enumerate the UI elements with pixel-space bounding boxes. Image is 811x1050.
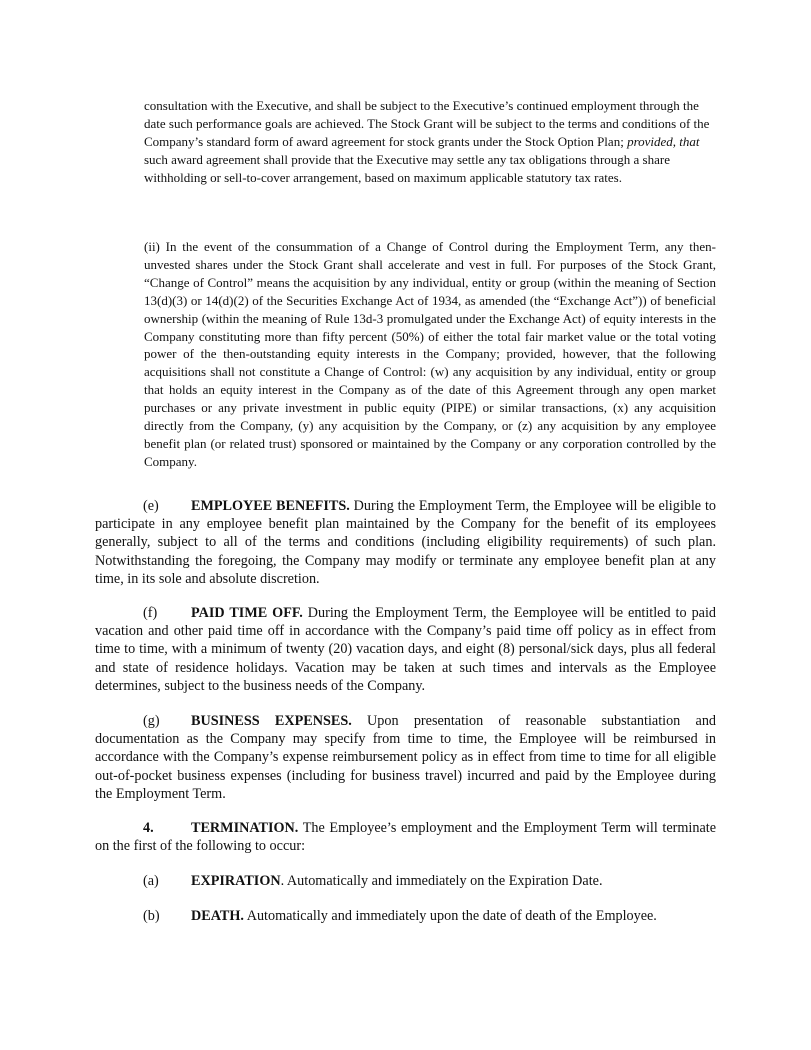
section-f-label: (f)	[143, 605, 158, 621]
section-g-text: Upon presentation of reasonable substantiation and documentation as the Company may specify from time to time, the Employee will be reimbursed in accordance with the Company’s expense reimbursement policy as in effect from time to time for all eligible out-of-pocket business expenses (including for business travel) incurred and paid by the Employee during the Employment Term.	[95, 713, 717, 802]
section-termination	[95, 819, 716, 855]
section-4-label: 4.	[143, 820, 154, 836]
section-b-text: Automatically and immediately upon the date of death of the Employee.	[243, 908, 657, 924]
section-a-heading: EXPIRATION	[191, 873, 281, 889]
section-death	[95, 907, 716, 925]
section-a-text: . Automatically and immediately on the Expiration Date.	[280, 873, 603, 889]
section-expiration	[95, 872, 716, 890]
stock-grant-paragraph	[144, 97, 716, 187]
section-e-label: (e)	[143, 498, 159, 514]
section-paid-time-off	[95, 604, 716, 695]
section-employee-benefits	[95, 497, 716, 588]
section-4-text: The Employee’s employment and the Employment Term will terminate on the first of the following to occur:	[95, 820, 716, 855]
section-b-label: (b)	[143, 908, 160, 924]
section-b-heading: DEATH.	[191, 908, 244, 924]
stock-grant-text-end: such award agreement shall provide that the Executive may settle any tax obligations through a share withholding or sell-to-cover arrangement, based on maximum applicable statutory tax rates.	[144, 151, 670, 185]
change-of-control-paragraph: (ii) In the event of the consummation of a Change of Control during the Employment Term, any then-unvested shares under the Stock Grant shall accelerate and vest in full. For purposes of the Stock Grant, “Change of Control” means the acquisition by any individual, entity or group (within the meaning of Section 13(d)(3) or 14(d)(2) of the Securities Exchange Act of 1934, as amended (the “Exchange Act”)) of beneficial ownership (within the meaning of Rule 13d-3 promulgated under the Exchange Act) of equity interests in the Company constituting more than fifty percent (50%) of either the total fair market value or the total voting power of the then-outstanding equity interests in the Company; provided, however, that the following acquisitions shall not constitute a Change of Control: (w) any acquisition by any individual, entity or group that holds an equity interest in the Company as of the date of this Agreement through any open market purchases or any private investment in public equity (PIPE) or similar transactions, (x) any acquisition directly from the Company, (y) any acquisition by the Company, or (z) any acquisition by any employee benefit plan (or related trust) sponsored or maintained by the Company or any corporation controlled by the Company.	[144, 239, 716, 469]
section-f-heading: PAID TIME OFF.	[191, 605, 303, 621]
section-e-text: During the Employment Term, the Employee will be eligible to participate in any employee benefit plan maintained by the Company for the benefit of its employees generally, subject to all of the terms and conditions (including eligibility requirements) of such plan. Notwithstanding the foregoing, the Company may modify or terminate any employee benefit plan at any time, in its sole and absolute discretion.	[95, 498, 716, 587]
stock-grant-text-start: consultation with the Executive, and shall be subject to the Executive’s continued employment through the date such performance goals are achieved. The Stock Grant will be subject to the terms and conditions of the Company’s standard form of award agreement for stock grants under the Stock Option Plan;	[144, 98, 710, 149]
section-4-heading: TERMINATION.	[191, 820, 299, 836]
section-a-label: (a)	[143, 873, 159, 889]
provided-that-italic: provided, that	[627, 133, 700, 149]
section-business-expenses	[95, 712, 716, 803]
section-e-heading: EMPLOYEE BENEFITS.	[191, 498, 350, 514]
section-g-label: (g)	[143, 713, 160, 729]
section-f-text: During the Employment Term, the Eemployee will be entitled to paid vacation and other paid time off in accordance with the Company’s paid time off policy as in effect from time to time, with a minimum of twenty (20) vacation days, and eight (8) personal/sick days, plus all federal and state of residence holidays. Vacation may be taken at such times and intervals as the Employee determines, subject to the business needs of the Company.	[95, 605, 716, 694]
section-g-heading: BUSINESS EXPENSES.	[191, 713, 352, 729]
